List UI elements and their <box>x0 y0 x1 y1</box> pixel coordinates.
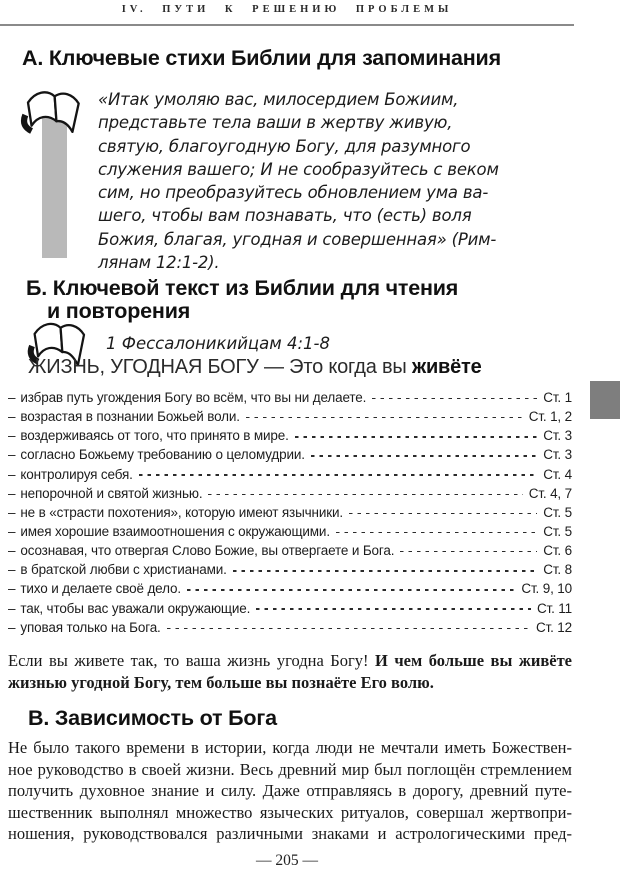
dot-leader <box>208 494 522 496</box>
list-item <box>8 445 572 464</box>
section-a-title: А. Ключевые стихи Библии для запоминания <box>22 46 501 70</box>
item-dash: – <box>8 390 16 406</box>
list-item <box>8 407 572 426</box>
quote-line: лянам 12:1-2). <box>98 253 220 273</box>
section-v-title: В. Зависимость от Бога <box>28 706 277 730</box>
conclusion-normal: Если вы живете так, то ваша жизнь угодна Богу! <box>8 651 376 670</box>
list-item <box>8 560 572 579</box>
conclusion-bold-start: И чем больше вы живёте <box>375 651 572 670</box>
list-item <box>8 426 572 445</box>
quote-line: Божия, благая, угодная и совершенная» (Рим- <box>98 229 497 249</box>
quote-line: служения вашего; И не сообразуйтесь с веком <box>98 159 499 179</box>
memory-verse-quote <box>98 88 518 274</box>
quote-line: сим, но преобразуйтесь обновлением ума ва- <box>98 183 489 203</box>
subtitle-bold: живёте <box>411 356 482 378</box>
item-dash: – <box>8 543 16 559</box>
body-paragraph <box>8 737 572 845</box>
item-text: согласно Божьему требованию о целомудрии. <box>20 447 305 463</box>
subtitle-normal: ЖИЗНЬ, УГОДНАЯ БОГУ — Это когда вы <box>28 356 412 378</box>
list-item <box>8 503 572 522</box>
quote-line: представьте тела ваши в жертву живую, <box>98 113 453 133</box>
dot-leader <box>187 589 515 591</box>
page-number: — 205 — <box>256 852 318 869</box>
item-text: осознавая, что отвергая Слово Божие, вы отвергаете и Бога. <box>20 543 395 559</box>
verse-ref: Ст. 9, 10 <box>521 581 572 597</box>
item-text: так, чтобы вас уважали окружающие. <box>20 600 251 616</box>
body-line: Не было такого времени в истории, когда люди не мечтали иметь Божествен- <box>8 738 572 757</box>
section-b-title-line2: и повторения <box>47 299 191 323</box>
conclusion-line2 <box>8 672 572 694</box>
list-item <box>8 388 572 407</box>
verse-ref: Ст. 12 <box>535 619 572 635</box>
verse-ref: Ст. 5 <box>543 524 572 540</box>
open-book-icon <box>20 86 84 144</box>
item-dash: – <box>8 409 16 425</box>
item-text: воздерживаясь от того, что принято в мире. <box>20 428 289 444</box>
list-subtitle <box>28 356 482 379</box>
list-item <box>8 618 572 637</box>
section-b-title <box>26 277 458 323</box>
conclusion-paragraph <box>8 650 572 695</box>
item-dash: – <box>8 600 16 616</box>
quote-line: «Итак умоляю вас, милосердием Божиим, <box>98 90 459 109</box>
dot-leader <box>372 398 537 400</box>
verse-ref: Ст. 1, 2 <box>528 409 572 425</box>
running-head: IV. ПУТИ К РЕШЕНИЮ ПРОБЛЕМЫ <box>121 4 453 15</box>
list-item <box>8 541 572 560</box>
item-text: непорочной и святой жизнью. <box>20 485 203 501</box>
item-dash: – <box>8 504 16 520</box>
item-dash: – <box>8 485 16 501</box>
section-b-title-line1: Б. Ключевой текст из Библии для чтения <box>26 276 459 300</box>
item-text: уповая только на Бога. <box>20 619 161 635</box>
dot-leader <box>400 551 537 553</box>
verse-ref: Ст. 3 <box>543 447 572 463</box>
list-item <box>8 484 572 503</box>
conclusion-line1 <box>8 650 572 672</box>
body-line: получить духовное знание и силу. Даже отправляясь в дорогу, древний путе- <box>8 781 572 801</box>
verse-ref: Ст. 1 <box>543 390 572 406</box>
quote-block <box>0 86 620 273</box>
list-item <box>8 599 572 618</box>
list-item <box>8 465 572 484</box>
verse-ref: Ст. 8 <box>543 562 572 578</box>
reading-reference: 1 Фессалоникийцам 4:1-8 <box>106 334 330 353</box>
item-text: избрав путь угождения Богу во всём, что вы ни делаете. <box>20 390 367 406</box>
page-edge-tab <box>590 381 620 419</box>
verse-ref: Ст. 5 <box>543 504 572 520</box>
dot-leader <box>311 455 537 457</box>
verse-list <box>8 388 572 637</box>
item-dash: – <box>8 428 16 444</box>
dot-leader <box>256 608 531 610</box>
item-text: в братской любви с христианами. <box>20 562 227 578</box>
item-text: не в «страсти похотения», которую имеют язычники. <box>20 504 343 520</box>
item-text: возрастая в познании Божьей воли. <box>20 409 240 425</box>
verse-ref: Ст. 4 <box>543 466 572 482</box>
dot-leader <box>246 417 523 419</box>
quote-line: шего, чтобы вам познавать, что (есть) воля <box>98 206 472 226</box>
item-text: имея хорошие взаимоотношения с окружающими. <box>20 524 330 540</box>
dot-leader <box>336 532 537 534</box>
verse-ref: Ст. 11 <box>536 600 572 616</box>
item-dash: – <box>8 466 16 482</box>
body-line: ное руководство в своей жизни. Весь древний мир был поглощён стремлением <box>8 759 572 779</box>
list-item <box>8 579 572 598</box>
dot-leader <box>167 628 530 630</box>
item-dash: – <box>8 524 16 540</box>
quote-line: святую, благоугодную Богу, для разумного <box>98 136 471 156</box>
verse-ref: Ст. 6 <box>543 543 572 559</box>
dot-leader <box>295 436 538 438</box>
body-line: ношения, руководствовался различными знаками и астрологическими пред- <box>8 824 572 844</box>
item-text: тихо и делаете своё дело. <box>20 581 181 597</box>
conclusion-bold-end: жизнью угодной Богу, тем больше вы познаёте Его волю. <box>8 673 434 693</box>
dot-leader <box>233 570 538 572</box>
item-dash: – <box>8 581 16 597</box>
list-item <box>8 522 572 541</box>
item-dash: – <box>8 562 16 578</box>
dot-leader <box>139 474 538 476</box>
item-text: контролируя себя. <box>20 466 133 482</box>
verse-ref: Ст. 4, 7 <box>528 485 572 501</box>
verse-ref: Ст. 3 <box>543 428 572 444</box>
dot-leader <box>349 513 537 515</box>
item-dash: – <box>8 619 16 635</box>
body-line: шественник выполнял множество языческих ритуалов, совершал жертвопри- <box>8 802 572 822</box>
item-dash: – <box>8 447 16 463</box>
header-rule <box>0 24 574 26</box>
